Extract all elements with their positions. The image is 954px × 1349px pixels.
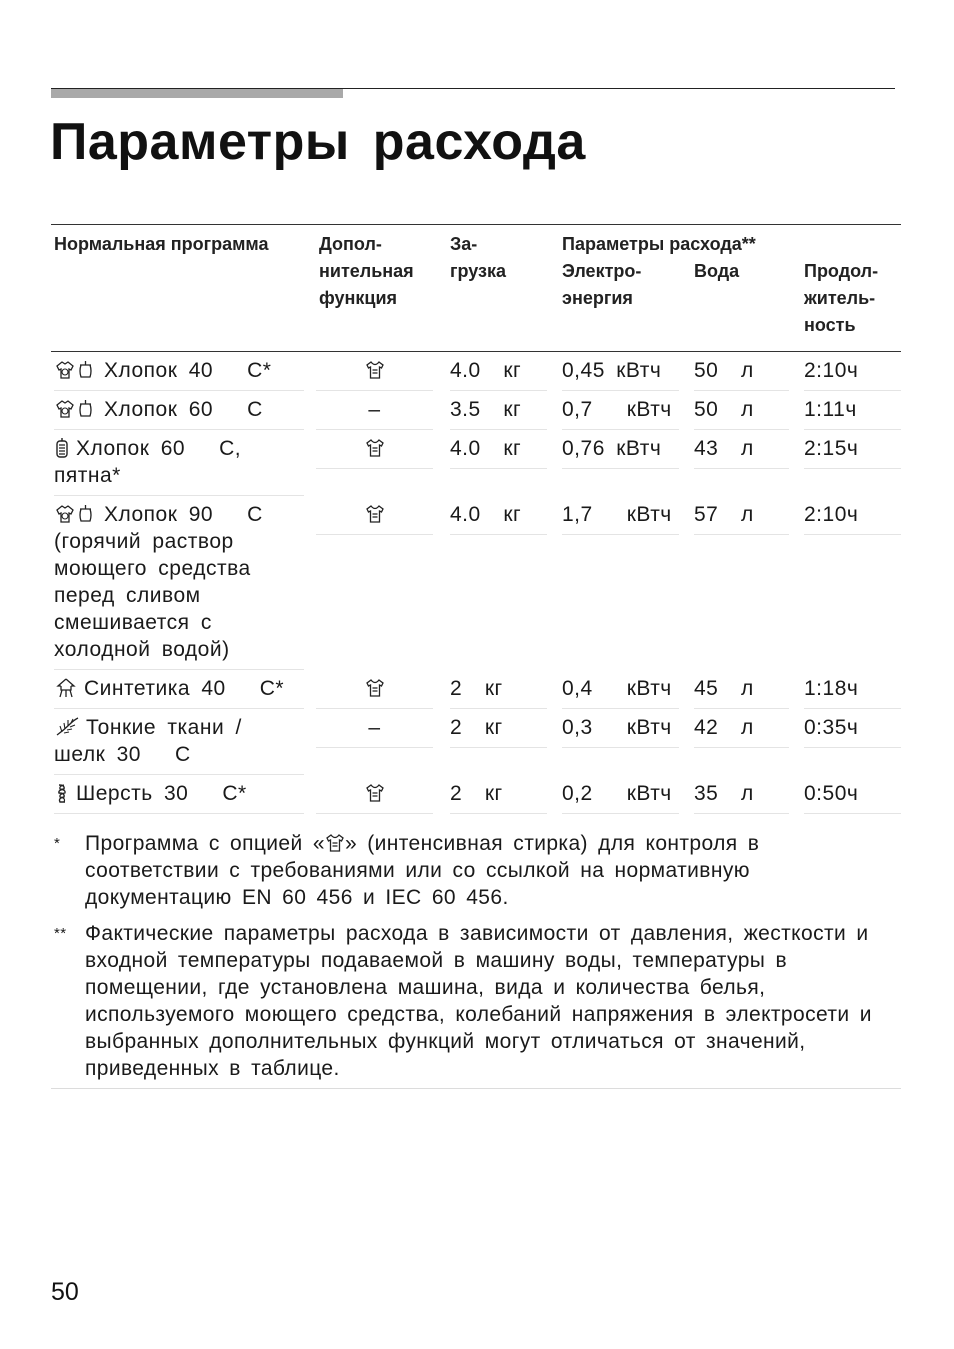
table-row <box>51 775 901 814</box>
energy-cell <box>559 430 691 496</box>
energy-value: 0,45 кВтч <box>562 359 662 382</box>
program-name: Хлопок 90 C (горячий раствор моющего средства перед сливом смешивается с холодной водой) <box>54 503 263 661</box>
duration-value: 0:35ч <box>804 716 859 739</box>
water-value: 50 л <box>694 398 754 421</box>
footnote-2 <box>51 920 901 1082</box>
program-cell <box>51 391 316 430</box>
program-cell <box>51 496 316 670</box>
energy-value: 0,7 кВтч <box>562 398 672 421</box>
energy-value: 0,76 кВтч <box>562 437 662 460</box>
energy-cell <box>559 496 691 670</box>
header-energy: Электро- энергия <box>562 261 642 308</box>
load-cell <box>447 709 559 775</box>
water-value: 42 л <box>694 716 754 739</box>
table-row <box>51 391 901 430</box>
footnote-text-start: Программа с опцией « <box>85 832 325 855</box>
load-cell <box>447 430 559 496</box>
duration-cell <box>801 496 901 670</box>
program-cell <box>51 709 316 775</box>
energy-value: 0,2 кВтч <box>562 782 672 805</box>
function-cell <box>316 775 447 814</box>
footnote-text: Фактические параметры расхода в зависимости от давления, жесткости и входной температуры подаваемой в машину воды, температуры в помещении, где установлена машина, вида и количества белья, используемого моющего средства, колебаний напряжения в электросети и выбранных дополнительных функций могут отличаться от значений, приведенных в таблице. <box>85 922 872 1080</box>
load-cell <box>447 391 559 430</box>
function-cell <box>316 391 447 430</box>
water-cell <box>691 430 801 496</box>
program-name: Синтетика 40 C* <box>84 677 285 700</box>
function-cell <box>316 430 447 496</box>
duration-value: 1:18ч <box>804 677 859 700</box>
shirt-icon <box>365 437 385 460</box>
energy-cell <box>559 670 691 709</box>
duration-cell <box>801 430 901 496</box>
duration-cell <box>801 352 901 392</box>
header-consumption: Параметры расхода** <box>562 234 756 254</box>
page-number: 50 <box>51 1278 79 1306</box>
footnotes <box>51 830 901 1091</box>
table-row <box>51 709 901 775</box>
water-cell <box>691 352 801 392</box>
shirt-icon <box>325 833 345 853</box>
duration-value: 2:15ч <box>804 437 859 460</box>
header-program: Нормальная программа <box>54 234 269 254</box>
consumption-table <box>51 224 901 814</box>
program-cell <box>51 430 316 496</box>
header-extra-function: Допол- нительная функция <box>319 234 414 308</box>
shirt-icon <box>365 359 385 382</box>
energy-cell <box>559 391 691 430</box>
load-value: 4.0 кг <box>450 503 522 526</box>
program-name: Хлопок 60 C, пятна* <box>54 437 242 487</box>
duration-cell <box>801 670 901 709</box>
program-name: Шерсть 30 C* <box>76 782 247 805</box>
duration-value: 2:10ч <box>804 359 859 382</box>
water-value: 50 л <box>694 359 754 382</box>
water-cell <box>691 670 801 709</box>
water-value: 43 л <box>694 437 754 460</box>
program-name: Хлопок 40 C* <box>104 359 272 382</box>
program-name: Хлопок 60 C <box>104 398 263 421</box>
shirt-icon <box>365 677 385 700</box>
water-value: 35 л <box>694 782 754 805</box>
table-row <box>51 430 901 496</box>
footnote-text-end: » (интенсивная стирка) для контроля в соответствии с требованиями или со ссылкой на нормативную документацию EN 60 456 и IEC 60 456. <box>85 832 760 909</box>
table-row <box>51 496 901 670</box>
load-cell <box>447 352 559 392</box>
function-value: – <box>368 398 381 421</box>
program-cell <box>51 670 316 709</box>
water-cell <box>691 775 801 814</box>
page-title: Параметры расхода <box>50 113 586 171</box>
duration-cell <box>801 709 901 775</box>
function-cell <box>316 352 447 392</box>
energy-cell <box>559 775 691 814</box>
water-value: 45 л <box>694 677 754 700</box>
energy-value: 0,3 кВтч <box>562 716 672 739</box>
duration-cell <box>801 775 901 814</box>
duration-value: 1:11ч <box>804 398 857 421</box>
header-water: Вода <box>694 261 740 281</box>
water-cell <box>691 496 801 670</box>
function-value: – <box>368 716 381 739</box>
load-cell <box>447 670 559 709</box>
header-load: За- грузка <box>450 234 506 281</box>
cotton-icon <box>54 503 98 526</box>
table-row <box>51 670 901 709</box>
header-duration: Продол- житель- ность <box>804 261 879 335</box>
function-cell <box>316 496 447 670</box>
function-cell <box>316 670 447 709</box>
load-value: 2 кг <box>450 677 503 700</box>
load-value: 4.0 кг <box>450 437 522 460</box>
delicate-icon <box>54 716 80 739</box>
function-cell <box>316 709 447 775</box>
cotton-icon <box>54 398 98 421</box>
duration-value: 0:50ч <box>804 782 859 805</box>
load-value: 2 кг <box>450 782 503 805</box>
energy-cell <box>559 352 691 392</box>
load-value: 3.5 кг <box>450 398 522 421</box>
section-marker-bar <box>51 89 343 98</box>
water-value: 57 л <box>694 503 754 526</box>
energy-value: 1,7 кВтч <box>562 503 672 526</box>
wool-icon <box>54 782 70 805</box>
footnote-mark: * <box>54 835 61 852</box>
cotton-icon <box>54 359 98 382</box>
footnote-1 <box>51 830 901 911</box>
load-cell <box>447 496 559 670</box>
stain-icon <box>54 437 70 460</box>
synthetic-icon <box>54 677 78 700</box>
load-value: 2 кг <box>450 716 503 739</box>
shirt-icon <box>365 782 385 805</box>
program-name: Тонкие ткани / шелк 30 C <box>54 716 242 766</box>
table-row <box>51 352 901 392</box>
duration-value: 2:10ч <box>804 503 859 526</box>
energy-value: 0,4 кВтч <box>562 677 672 700</box>
water-cell <box>691 709 801 775</box>
footnote-mark: ** <box>54 925 67 942</box>
duration-cell <box>801 391 901 430</box>
shirt-icon <box>365 503 385 526</box>
program-cell <box>51 352 316 392</box>
footnotes-bottom-rule <box>51 1088 901 1089</box>
energy-cell <box>559 709 691 775</box>
program-cell <box>51 775 316 814</box>
load-value: 4.0 кг <box>450 359 522 382</box>
water-cell <box>691 391 801 430</box>
load-cell <box>447 775 559 814</box>
